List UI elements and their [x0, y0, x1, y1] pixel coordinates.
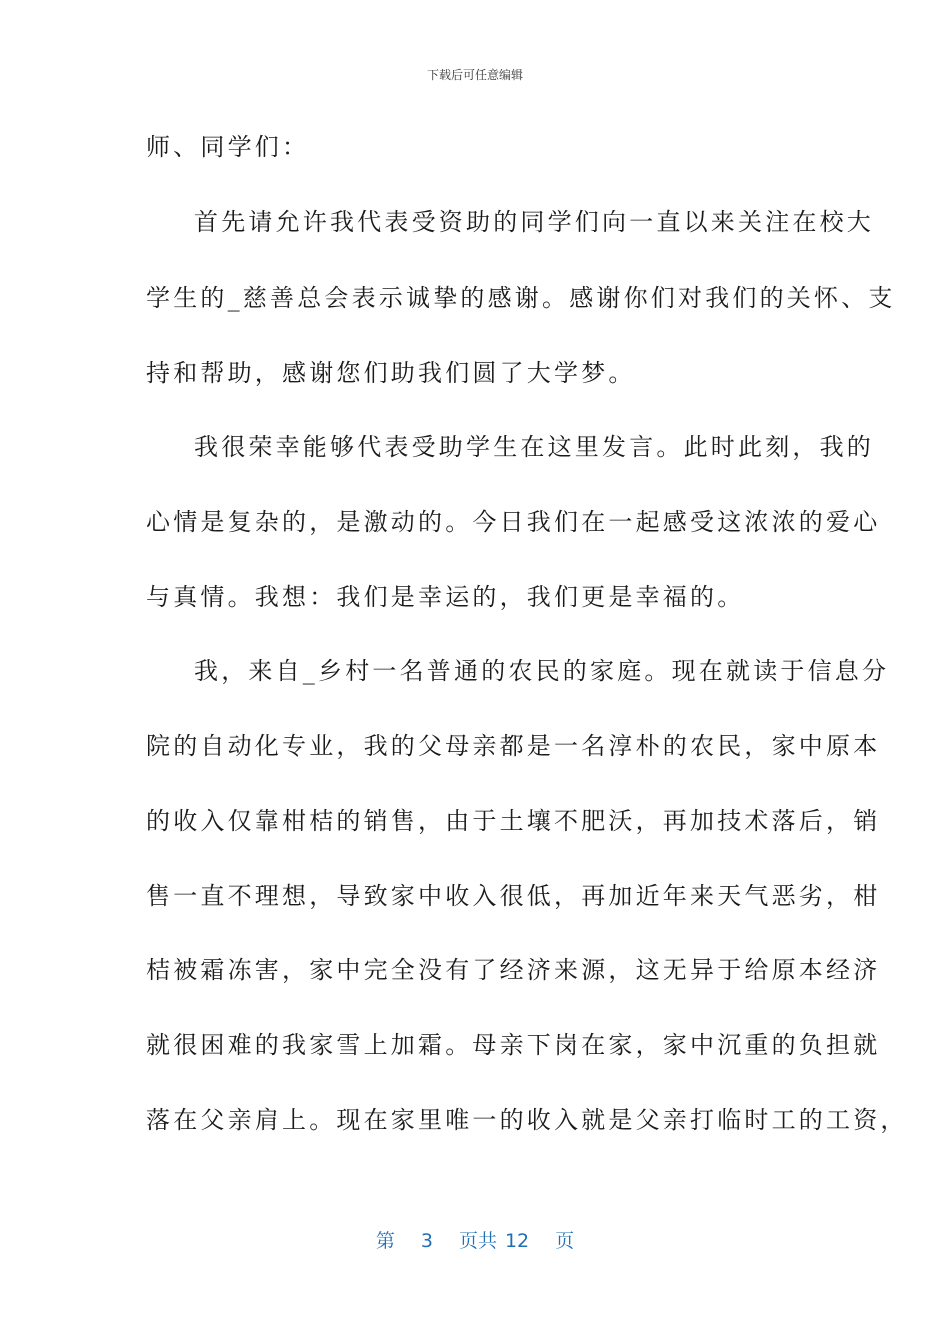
- header-note: 下载后可任意编辑: [426, 68, 523, 82]
- page-suffix: 页: [555, 1230, 575, 1252]
- text-line: 师、同学们：: [146, 133, 310, 161]
- page-middle-text: 页共: [458, 1230, 497, 1252]
- text-line: 落在父亲肩上。现在家里唯一的收入就是父亲打临时工的工资，: [146, 1106, 908, 1134]
- total-pages-number: 12: [504, 1230, 530, 1252]
- page-prefix: 第: [375, 1230, 395, 1252]
- text-line: 我，来自_乡村一名普通的农民的家庭。现在就读于信息分: [194, 657, 890, 685]
- text-line: 就很困难的我家雪上加霜。母亲下岗在家，家中沉重的负担就: [146, 1031, 881, 1059]
- text-line: 桔被霜冻害，家中完全没有了经济来源，这无异于给原本经济: [146, 956, 881, 984]
- text-line: 学生的_慈善总会表示诚挚的感谢。感谢你们对我们的关怀、支: [146, 284, 896, 312]
- text-line: 的收入仅靠柑桔的销售，由于土壤不肥沃，再加技术落后，销: [146, 807, 881, 835]
- current-page-number: 3: [420, 1230, 433, 1252]
- text-line: 与真情。我想：我们是幸运的，我们更是幸福的。: [146, 583, 745, 611]
- text-line: 首先请允许我代表受资助的同学们向一直以来关注在校大: [194, 208, 874, 236]
- text-line: 持和帮助，感谢您们助我们圆了大学梦。: [146, 359, 636, 387]
- text-line: 我很荣幸能够代表受助学生在这里发言。此时此刻，我的: [194, 433, 874, 461]
- page-number-footer: [0, 1226, 950, 1253]
- text-line: 院的自动化专业，我的父母亲都是一名淳朴的农民，家中原本: [146, 732, 881, 760]
- text-line: 心情是复杂的，是激动的。今日我们在一起感受这浓浓的爱心: [146, 508, 881, 536]
- text-line: 售一直不理想，导致家中收入很低，再加近年来天气恶劣，柑: [146, 882, 881, 910]
